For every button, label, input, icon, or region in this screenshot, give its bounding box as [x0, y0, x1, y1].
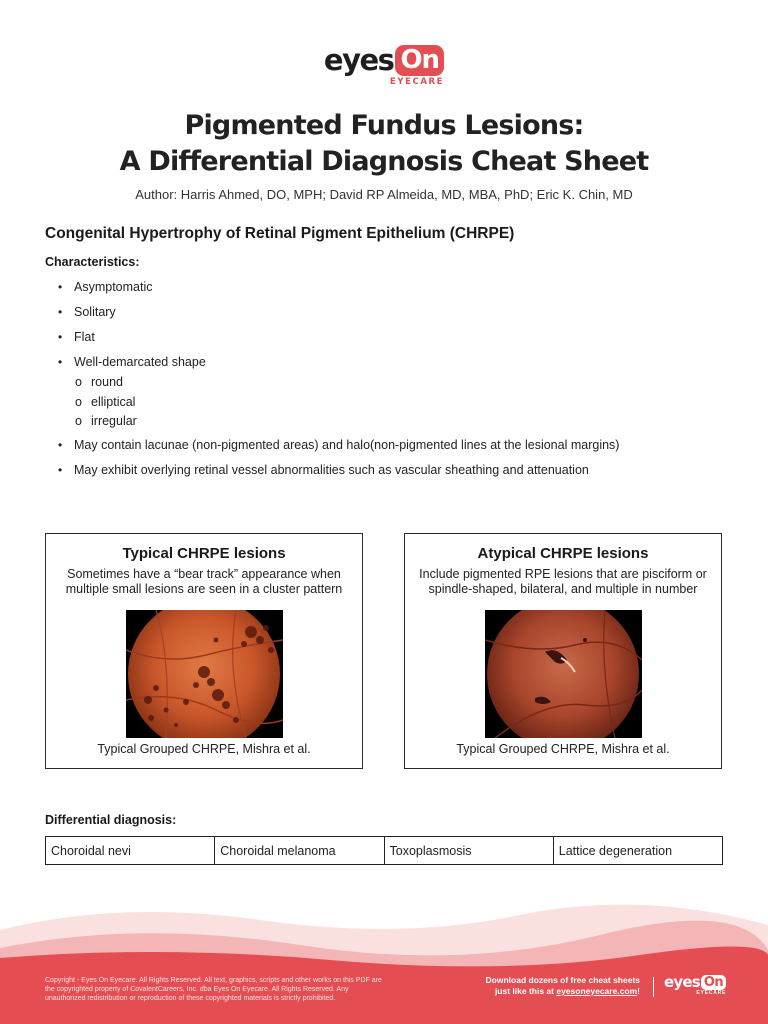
- bullet-icon: •: [58, 330, 63, 344]
- bullet-icon: •: [58, 305, 63, 319]
- shape-sublist: [75, 373, 738, 432]
- table-cell: Choroidal nevi: [46, 837, 215, 865]
- footer-logo-eyes: eyes: [664, 973, 700, 991]
- circle-bullet-icon: o: [75, 414, 82, 428]
- list-item: [58, 437, 738, 453]
- brand-logo: [0, 44, 768, 87]
- sublist-item: [75, 412, 738, 432]
- list-item-text: Asymptomatic: [74, 280, 153, 294]
- sublist-item-text: elliptical: [91, 394, 136, 409]
- table-cell: Choroidal melanoma: [215, 837, 384, 865]
- card-description: Include pigmented RPE lesions that are pisciform or spindle-shaped, bilateral, and multiple in number: [419, 567, 707, 596]
- promo-link[interactable]: eyesoneyecare.com: [556, 986, 638, 996]
- list-item: [58, 279, 738, 295]
- list-item-text: Well-demarcated shape: [74, 355, 206, 369]
- sublist-item-text: irregular: [91, 414, 137, 428]
- logo-eyes-text: eyes: [323, 43, 394, 77]
- sublist-item: [75, 393, 738, 413]
- footer-wave: [0, 900, 768, 1024]
- page-title: [0, 108, 768, 180]
- differential-heading: Differential diagnosis:: [45, 813, 177, 827]
- bullet-icon: •: [58, 437, 63, 452]
- card-title: Typical CHRPE lesions: [122, 545, 286, 562]
- list-item: [58, 329, 738, 345]
- card-title: Atypical CHRPE lesions: [477, 545, 649, 562]
- card-caption: Typical Grouped CHRPE, Mishra et al.: [97, 742, 311, 756]
- list-item: [58, 354, 738, 370]
- bullet-icon: •: [58, 355, 63, 369]
- list-item: [58, 462, 738, 478]
- card-caption: Typical Grouped CHRPE, Mishra et al.: [456, 742, 670, 756]
- table-cell: Toxoplasmosis: [384, 837, 553, 865]
- bullet-icon: •: [58, 280, 63, 294]
- authors-line: Author: Harris Ahmed, DO, MPH; David RP Almeida, MD, MBA, PhD; Eric K. Chin, MD: [135, 187, 633, 202]
- promo-suffix: !: [637, 986, 640, 996]
- list-item: [58, 304, 738, 320]
- differential-table: [45, 836, 723, 865]
- logo-on-badge: On: [395, 45, 444, 76]
- list-item-text: May contain lacunae (non-pigmented areas) and halo(non-pigmented lines at the lesional margins): [74, 437, 620, 452]
- characteristics-heading: Characteristics:: [45, 255, 140, 269]
- circle-bullet-icon: o: [75, 375, 82, 389]
- promo-prefix: just like this at: [494, 986, 557, 996]
- title-line-2: A Differential Diagnosis Cheat Sheet: [119, 146, 649, 177]
- bullet-icon: •: [58, 462, 63, 477]
- footer-logo-sub: EYECARE: [696, 990, 727, 996]
- atypical-fundus-image: [485, 610, 642, 738]
- card-description: Sometimes have a “bear track” appearance when multiple small lesions are seen in a cluster pattern: [65, 567, 343, 596]
- footer-logo: [664, 974, 726, 996]
- footer-band: [0, 900, 768, 1024]
- promo-line-2: [470, 986, 640, 997]
- sublist-item: [75, 373, 738, 393]
- typical-fundus-image: [126, 610, 283, 738]
- atypical-chrpe-card: [404, 533, 722, 769]
- promo-line-1: Download dozens of free cheat sheets: [485, 975, 640, 985]
- promo-text: [470, 975, 640, 997]
- characteristics-list: [58, 279, 738, 487]
- table-cell: Lattice degeneration: [553, 837, 722, 865]
- list-item-text: Solitary: [74, 305, 116, 319]
- footer-logo-on: On: [701, 975, 726, 990]
- sublist-item-text: round: [91, 375, 123, 389]
- list-item-text: Flat: [74, 330, 95, 344]
- title-line-1: Pigmented Fundus Lesions:: [184, 110, 584, 141]
- section-heading: Congenital Hypertrophy of Retinal Pigment Epithelium (CHRPE): [45, 225, 515, 242]
- list-item-text: May exhibit overlying retinal vessel abnormalities such as vascular sheathing and attenuation: [74, 462, 589, 477]
- circle-bullet-icon: o: [75, 394, 82, 409]
- logo-subtitle: EYECARE: [389, 77, 445, 87]
- copyright-text: Copyright - Eyes On Eyecare. All Rights Reserved. All text, graphics, scripts and other works on this PDF are the copyrighted property of CovalentCareers, Inc. dba Eyes On Eyecare. All Rights Reserved. Any unauthorized redistribution or reproduction of these copyrighted materials is strictly prohibited.: [45, 977, 382, 1002]
- footer-divider: [653, 977, 654, 997]
- typical-chrpe-card: [45, 533, 363, 769]
- table-row: [46, 837, 723, 865]
